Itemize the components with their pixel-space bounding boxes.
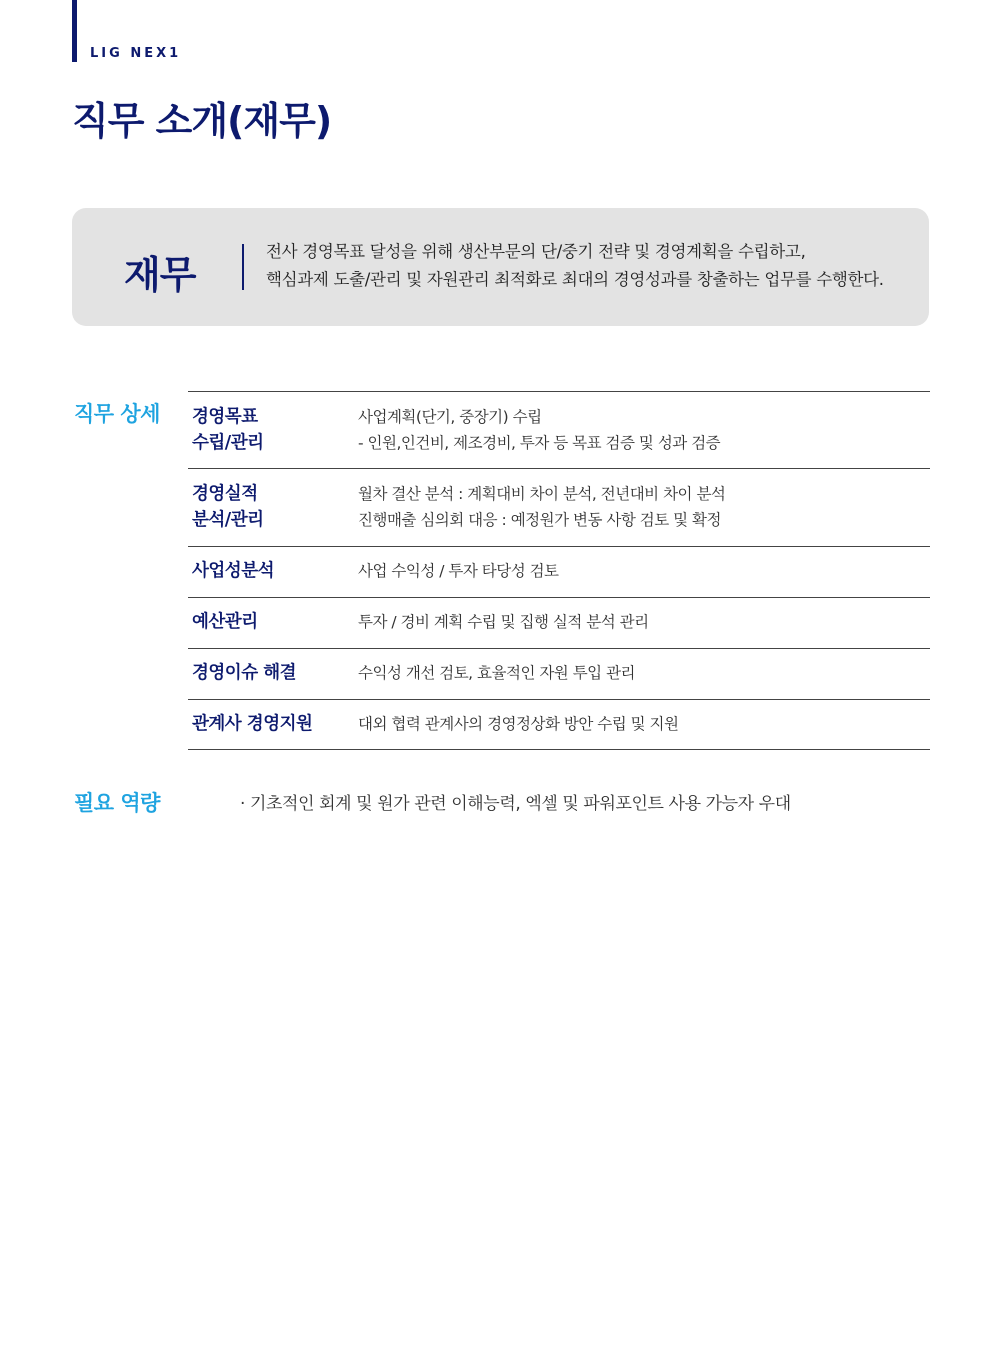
summary-divider [242, 244, 244, 290]
table-row [188, 598, 930, 649]
summary-text [266, 238, 884, 294]
row-description-line: 월차 결산 분석 : 계획대비 차이 분석, 전년대비 차이 분석 [358, 485, 726, 503]
summary-label: 재무 [124, 253, 196, 297]
row-description-line: 대외 협력 관계사의 경영정상화 방안 수립 및 지원 [358, 715, 679, 733]
row-description [358, 481, 725, 533]
page-title: 직무 소개(재무) [72, 99, 332, 143]
row-description-line: 진행매출 심의회 대응 : 예정원가 변동 사항 검토 및 확정 [358, 511, 721, 529]
table-row [188, 547, 930, 598]
row-description [358, 404, 720, 456]
summary-line: 전사 경영목표 달성을 위해 생산부문의 단/중기 전략 및 경영계획을 수립하고, [266, 242, 806, 261]
row-title [192, 609, 258, 635]
row-description-line: 투자 / 경비 계획 수립 및 집행 실적 분석 관리 [358, 613, 649, 631]
detail-table [188, 391, 930, 750]
row-title-line: 경영이슈 해결 [192, 663, 297, 683]
row-title-line: 분석/관리 [192, 510, 264, 530]
row-title [192, 711, 312, 737]
row-description [358, 660, 635, 686]
row-description-line: 사업계획(단기, 중장기) 수립 [358, 408, 542, 426]
row-title-line: 사업성분석 [192, 561, 275, 581]
row-title [192, 558, 274, 584]
row-title-line: 경영실적 [192, 484, 258, 504]
row-title-line: 경영목표 [192, 407, 258, 427]
section-heading-detail: 직무 상세 [74, 402, 160, 426]
table-row [188, 700, 930, 750]
section-heading-skills: 필요 역량 [74, 791, 160, 815]
row-description [358, 711, 678, 737]
row-description-line: 수익성 개선 검토, 효율적인 자원 투입 관리 [358, 664, 636, 682]
row-title [192, 481, 264, 533]
brand-accent-bar [72, 0, 77, 62]
row-title-line: 수립/관리 [192, 433, 264, 453]
summary-box [72, 208, 929, 326]
row-title-line: 예산관리 [192, 612, 258, 632]
row-description [358, 609, 649, 635]
table-row [188, 649, 930, 700]
row-description-line: - 인원,인건비, 제조경비, 투자 등 목표 검증 및 성과 검증 [358, 434, 721, 452]
row-title [192, 660, 296, 686]
row-title-line: 관계사 경영지원 [192, 714, 313, 734]
brand-name: LIG NEX1 [90, 46, 182, 61]
row-description [358, 558, 559, 584]
skills-text: · 기초적인 회계 및 원가 관련 이해능력, 엑셀 및 파워포인트 사용 가능자 우대 [240, 794, 791, 814]
row-description-line: 사업 수익성 / 투자 타당성 검토 [358, 562, 559, 580]
table-row [188, 469, 930, 547]
summary-line: 핵심과제 도출/관리 및 자원관리 최적화로 최대의 경영성과를 창출하는 업무를 수행한다. [266, 270, 884, 289]
table-row [188, 392, 930, 469]
row-title [192, 404, 264, 456]
